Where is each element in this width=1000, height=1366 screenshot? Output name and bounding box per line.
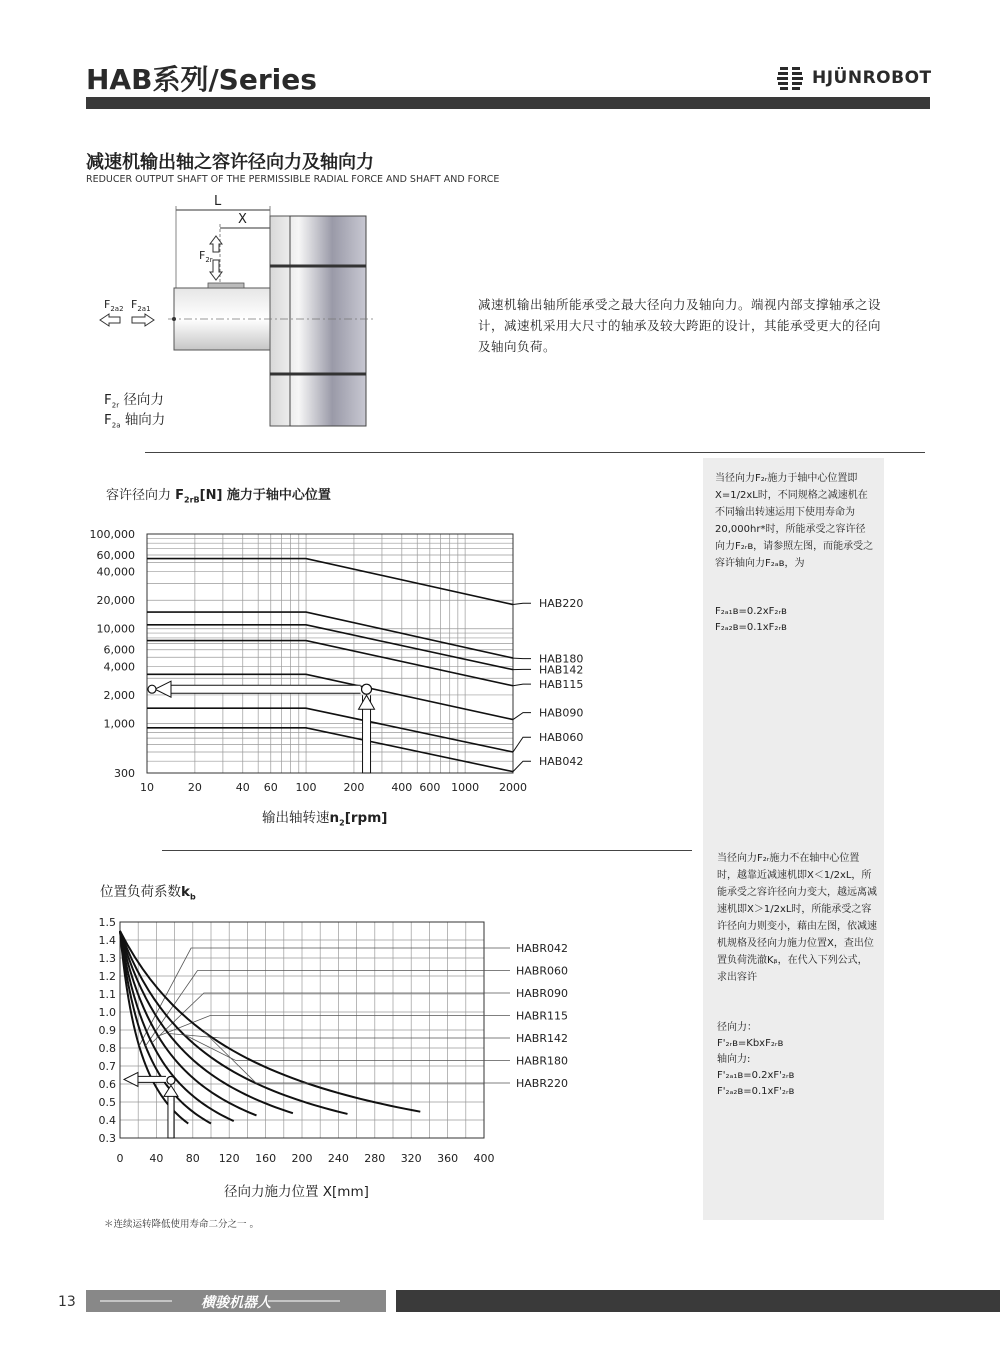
chart2-ytick-label: 0.9 — [98, 1024, 116, 1037]
chart1-series-leader — [513, 603, 531, 604]
chart2-xtick-label: 0 — [116, 1152, 124, 1165]
footnote: ＊连续运转降低使用寿命二分之一 。 — [104, 1219, 260, 1230]
force-label-f2a1: $F_{2a1}$ — [131, 298, 151, 314]
sidebar-note-2: 当径向力F₂ᵣ施力不在轴中心位置时，越靠近减速机即X＜1/2xL，所能承受之容许径向力变大，越远离减速机即X＞1/2xL时，所能承受之容许径向力则变小，藉由左图，依减速机规格及径向力施力位置X，查出位置负荷洗澈Kᵦ，在代入下列公式，求出容许 — [717, 853, 877, 983]
chart2-example-point — [167, 1076, 175, 1084]
sidebar-formula-label: 径向力： — [717, 1022, 757, 1033]
section-title: 减速机输出轴之容许径向力及轴向力 — [86, 152, 374, 173]
chart1-series-label: HAB142 — [539, 663, 584, 677]
chart2-ytick-label: 1.5 — [98, 916, 116, 929]
chart1-series-leader — [513, 713, 531, 720]
chart2-xtick-label: 40 — [149, 1152, 164, 1165]
page-number: 13 — [58, 1294, 76, 1310]
footer-dark-bar — [396, 1290, 1000, 1312]
sidebar-formula: F₂ₐ₁ʙ=0.2xF₂ᵣʙ — [715, 606, 787, 617]
chart2-ytick-label: 1.0 — [98, 1006, 116, 1019]
chart1-series-leader — [513, 658, 531, 659]
dim-label-L: L — [214, 194, 222, 209]
chart1-xtick-label: 200 — [343, 781, 365, 794]
sidebar-formula-label: 轴向力: — [717, 1054, 751, 1065]
chart2-series-label: HABR042 — [516, 942, 568, 955]
chart1-radial-force-vs-speed — [80, 520, 620, 800]
section-description: 减速机输出轴所能承受之最大径向力及轴向力。端视内部支撑轴承之设计，减速机采用大尺寸的轴承及较大跨距的设计，其能承受更大的径向及轴向负荷。 — [478, 297, 882, 354]
chart2-xtick-label: 360 — [437, 1152, 459, 1165]
chart1-xtick-label: 40 — [235, 781, 250, 794]
chart2-xtick-label: 320 — [400, 1152, 422, 1165]
chart2-series-label: HABR180 — [516, 1054, 568, 1068]
chart1-series-leader — [513, 761, 531, 771]
chart2-xtick-label: 120 — [218, 1152, 240, 1165]
chart2-ytick-label: 1.4 — [98, 934, 116, 947]
chart2-series-leader — [152, 993, 510, 1043]
chart2-series-label: HABR115 — [516, 1009, 568, 1023]
chart2-ytick-label: 0.4 — [98, 1114, 116, 1127]
chart2-ytick-label: 0.5 — [98, 1096, 116, 1109]
legend-axial-force: $F_{2a}$ 轴向力 — [104, 412, 166, 430]
chart1-series-label: HAB090 — [539, 706, 584, 720]
page-header-title: HAB系列/Series — [86, 63, 317, 96]
chart1-ytick-label: 1,000 — [103, 717, 135, 731]
chart2-title: 位置负荷系数$k_b$ — [100, 884, 196, 902]
chart1-xtick-label: 60 — [263, 781, 278, 794]
chart1-ytick-label: 10,000 — [96, 622, 135, 636]
chart2-xlabel: 径向力施力位置 X[mm] — [224, 1184, 369, 1200]
chart1-example-arrowhead-up — [359, 695, 375, 709]
header-bar — [86, 97, 930, 109]
chart1-ytick-label: 6,000 — [103, 643, 135, 657]
chart2-xtick-label: 240 — [327, 1152, 349, 1165]
chart2-ytick-label: 0.3 — [98, 1132, 116, 1145]
chart1-series-leader — [513, 684, 531, 686]
chart1-xtick-label: 2000 — [499, 781, 527, 794]
chart2-ytick-label: 0.7 — [98, 1060, 116, 1073]
legend-radial-force: $F_{2r}$ 径向力 — [104, 392, 164, 410]
chart1-xtick-label: 400 — [391, 781, 413, 794]
sidebar-formula: F'₂ₐ₁ʙ=0.2xF'₂ᵣʙ — [717, 1070, 795, 1081]
chart2-series-leader — [168, 1034, 510, 1038]
dim-label-X: X — [238, 212, 247, 227]
chart2-series-leader — [204, 1032, 510, 1083]
chart2-ytick-label: 1.3 — [98, 952, 116, 965]
chart2-series-line — [120, 931, 257, 1115]
chart1-ytick-label: 100,000 — [89, 528, 135, 541]
chart1-series-label: HAB115 — [539, 678, 584, 692]
chart2-ytick-label: 1.1 — [98, 988, 116, 1001]
chart1-ytick-label: 40,000 — [96, 565, 135, 579]
force-label-f2r: $F_{2r}$ — [199, 249, 213, 265]
chart1-xtick-label: 10 — [140, 781, 154, 794]
brand-logo-icon — [776, 65, 806, 91]
chart1-title: 容许径向力 $F_{2rB}[N]$ 施力于轴中心位置 — [106, 488, 331, 505]
chart1-example-result-point — [148, 685, 156, 693]
chart2-xtick-label: 80 — [185, 1152, 200, 1165]
chart1-xtick-label: 100 — [295, 781, 317, 794]
sidebar-formulas-2 — [717, 1020, 877, 1100]
chart2-xtick-label: 400 — [473, 1152, 495, 1165]
chart1-series-label: HAB060 — [539, 731, 584, 745]
chart1-ytick-label: 60,000 — [96, 549, 135, 563]
chart1-series-leader — [513, 737, 531, 752]
chart2-series-label: HABR142 — [516, 1032, 568, 1045]
chart2-example-arrow-up — [168, 1092, 174, 1138]
chart2-series-line — [120, 931, 348, 1114]
chart2-xtick-label: 200 — [291, 1152, 313, 1165]
chart2-ytick-label: 1.2 — [98, 970, 116, 983]
sidebar-formula: F'₂ₐ₂ʙ=0.1xF'₂ᵣʙ — [717, 1086, 795, 1097]
chart2-series-label: HABR220 — [516, 1077, 568, 1090]
chart1-ytick-label: 4,000 — [103, 660, 135, 674]
section-subtitle: REDUCER OUTPUT SHAFT OF THE PERMISSIBLE RADIAL FORCE AND SHAFT AND FORCE — [86, 174, 500, 185]
chart2-xtick-label: 160 — [255, 1152, 277, 1165]
chart1-ytick-label: 2,000 — [103, 688, 135, 702]
chart1-example-arrow-left — [169, 685, 361, 693]
chart2-xtick-label: 280 — [364, 1152, 386, 1165]
chart1-xlabel: 输出轴转速$n_2[rpm]$ — [262, 810, 388, 828]
brand-name: HJÜNROBOT — [812, 68, 932, 88]
chart2-ytick-label: 0.8 — [98, 1042, 116, 1055]
force-label-f2a2: $F_{2a2}$ — [104, 298, 124, 314]
chart1-xtick-label: 20 — [187, 781, 202, 794]
chart1-ytick-label: 20,000 — [96, 594, 135, 608]
chart2-example-arrowhead-up — [164, 1085, 178, 1096]
footer-company: 横骏机器人 — [201, 1295, 271, 1311]
chart2-example-arrow-left — [136, 1076, 166, 1082]
chart2-series-leader — [145, 971, 510, 1046]
sidebar-panel — [703, 458, 884, 1220]
sidebar-formulas-1 — [715, 604, 875, 636]
chart2-series-leader — [139, 948, 510, 1046]
chart2-series-label: HABR090 — [516, 987, 568, 1000]
chart1-series-label: HAB042 — [539, 755, 584, 769]
chart2-position-factor — [80, 910, 590, 1170]
divider-middle — [162, 850, 692, 851]
chart1-ytick-label: 300 — [114, 767, 135, 780]
chart2-series-label: HABR060 — [516, 964, 568, 978]
chart1-series-label: HAB180 — [539, 652, 584, 666]
divider-top — [145, 452, 925, 453]
chart1-series-label: HAB220 — [539, 597, 584, 611]
sidebar-formula: F'₂ᵣʙ=KbxF₂ᵣʙ — [717, 1038, 784, 1049]
chart2-ytick-label: 0.6 — [98, 1078, 116, 1091]
chart1-xtick-label: 600 — [419, 781, 441, 794]
chart1-xtick-label: 1000 — [451, 781, 480, 794]
sidebar-formula: F₂ₐ₂ʙ=0.1xF₂ᵣʙ — [715, 622, 787, 633]
chart1-example-point — [362, 684, 372, 694]
sidebar-note-1: 当径向力F₂ᵣ施力于轴中心位置即X=1/2xL时，不同规格之减速机在不同输出转速运用下使用寿命为20,000hr*时，所能承受之容许径向力F₂ᵣʙ，请参照左图，而能承受之容许轴向力F₂ₐʙ，为 — [715, 473, 874, 569]
